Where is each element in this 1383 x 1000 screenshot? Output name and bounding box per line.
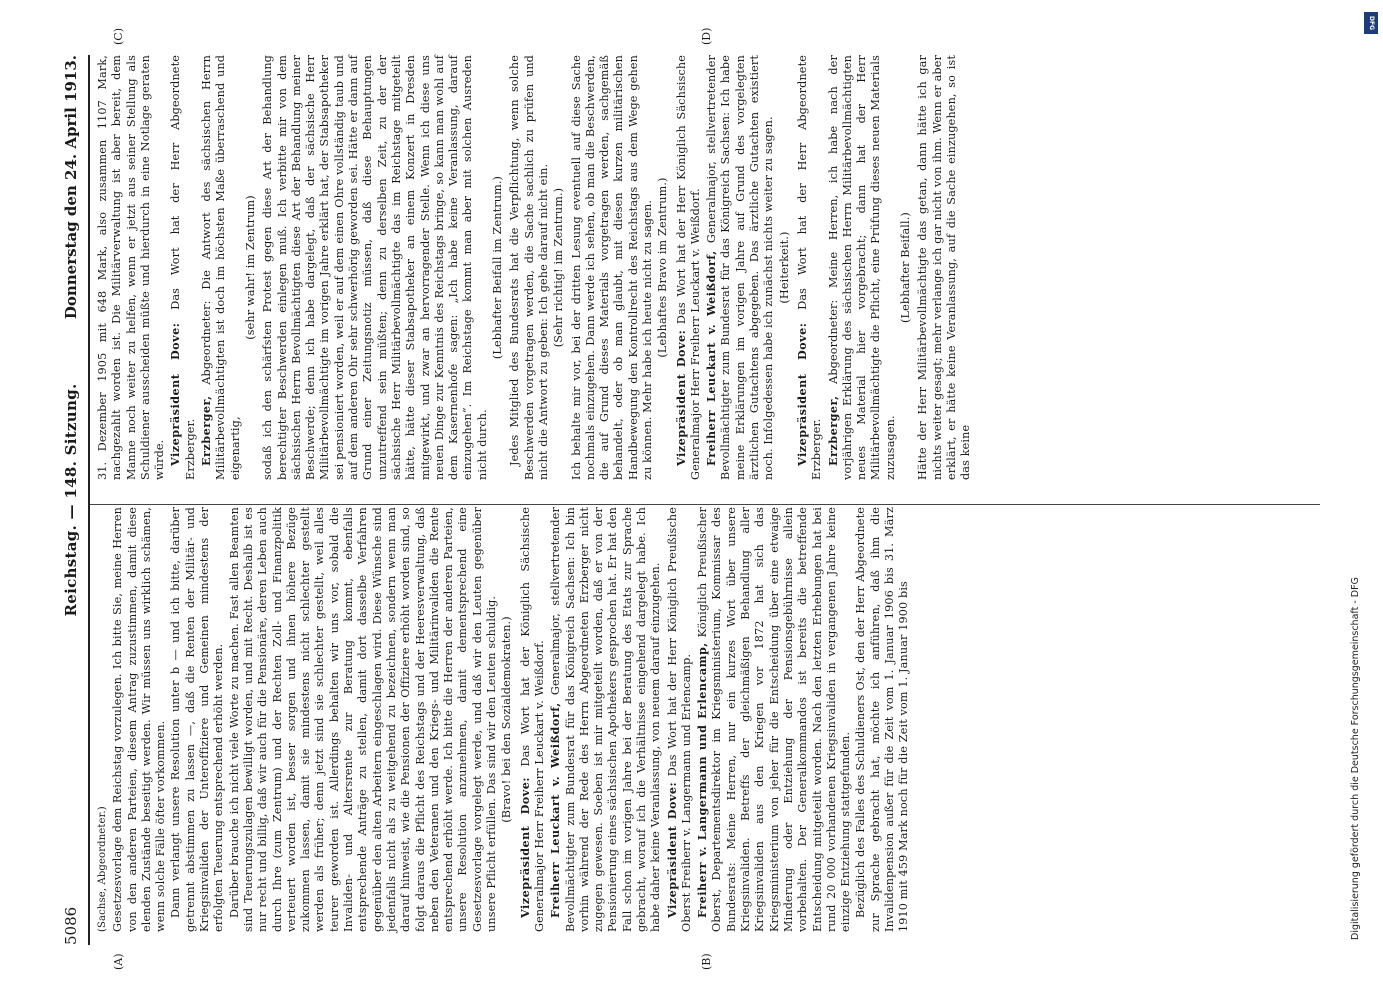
digitization-note-text: Digitalisierung gefördert durch die Deutsche Forschungsgemeinschaft - DFG [1350,577,1361,940]
interjection [778,55,792,480]
paragraph-text: Generalmajor, stellvertretender Bevollmächtigter zum Bundesrat für das Königreich Sachsen: Ich bin vorhin während der Rede des Herrn Abgeordneten Erzberger nicht zugegen gewesen. Soeben ist mir mitgeteilt worden, daß er von der Pensionierung eines sächsischen Apothekers gesprochen hat. Er hat den Fall schon im vorigen Jahre bei der Beratung des Etats zur Sprache gebracht, worauf ich die Verhältnisse eingehend dargelegt habe. Ich habe daher keine Veranlassung, von neuem darauf einzugehen. [549,507,663,932]
interjection [552,55,566,480]
paragraph-text: (Sachse, Abgeordneter.) [97,806,108,932]
interjection [500,507,514,932]
speaker-name: Vizepräsident Dove: [673,329,688,466]
paragraph-text: Königlich Preußischer Oberst, Departementsdirektor im Kriegsministerium, Kommissar des Bundesrats: Meine Herren, nur ein kurzes Wort über unsere Kriegsinvaliden. Betreffs der gleichmäßigen Behandlung aller Kriegsinvaliden aus den Kriegen vor 1872 hat sich das Kriegsministerium von jeher für die Entscheidung über eine etwaige Minderung oder Entziehung der Pensionsgebührnisse allein vorbehalten. Der Generalkommandos ist bereits die betreffende Entscheidung mitgeteilt worden. Nach den letzten Erhebungen hat bei rund 20 000 vorhandenen Kriegsinvaliden in vergangenen Jahre keine einzige Entziehung stattgefunden. [696,507,853,932]
interjection [899,55,913,480]
paragraph [795,55,825,480]
paragraph [674,55,704,480]
paragraph [111,507,168,932]
paragraph-text: Darüber brauche ich nicht viele Worte zu machen. Fast allen Beamten sind Teuerungszulagen bewilligt worden, und mit Recht. Deshalb ist es nur recht und billig, daß wir auch für die Pensionäre, deren Leben auch durch Ihre (zum Zentrum) und der Rechten Zoll- und Finanzpolitik verteuert worden ist, besser sorgen und ihnen höhere Bezüge zukommen lassen, damit sie mindestens nicht schlechter gestellt werden als früher; denn jetzt sind sie schlechter gestellt, weil alles teurer geworden ist. Allerdings behalten wir uns vor, sobald die Invaliden- und Altersrente zur Beratung kommt, ebenfalls entsprechende Anträge zu stellen, damit dort dasselbe Verfahren gegenüber den alten Arbeitern eingeschlagen wird. Diese Wünsche sind jedenfalls nicht als zu weitgehend zu bezeichnen, sondern wenn man darauf hinweist, wie die Pensionen der Offiziere erhöht worden sind, so folgt daraus die Pflicht des Reichstags und der Heeresverwaltung, daß neben den Veteranen und den Kriegs- und Militärinvaliden die Rente entsprechend erhöht werde. Ich bitte die Herren der anderen Parteien, unsere Resolution anzunehmen, damit dementsprechend eine Gesetzesvorlage vorgelegt werde, und daß wir den Leuten gegenüber unsere Pflicht erfüllen. Das sind wir den Leuten schuldig. [227,507,499,932]
paragraph [228,507,500,932]
margin-marker-c: (C) [112,28,125,45]
paragraph-text: (Lebhaftes Bravo im Zentrum.) [656,177,670,358]
paragraph-text: Das Wort hat der Herr Königlich Sächsische Generalmajor Herr Freiherr Leuckart v. Weißdorf. [674,55,702,480]
paragraph [261,55,490,480]
paragraph [169,507,226,932]
digitization-note [1350,40,1370,940]
paragraph [665,507,695,932]
speaker-name: Vizepräsident Dove: [794,322,809,466]
paragraph-text: (Sehr richtig! im Zentrum.) [552,187,566,348]
paragraph-text: (sehr wahr! im Zentrum) [243,195,257,340]
speaker-name: Freiherr v. Langermann und Erlencamp, [695,642,710,918]
paragraph-text: Das Wort hat der Königlich Sächsische Generalmajor Herr Freiherr Leuckart v. Weißdorf. [518,507,546,932]
header-rule [88,55,90,945]
paragraph-text: Dann verlangt unsere Resolution unter b — und ich bitte, darüber getrennt abstimmen zu lassen —, daß die Renten der Militär- und Kriegsinvaliden der Unteroffiziere und Gemeinen mindestens der erfolgten Teuerung entsprechend erhöht werden. [169,507,226,932]
page-header [58,55,84,945]
paragraph-text: Das Wort hat der Herr Königlich Preußische Oberst Freiherr v. Langermann und Erlencamp. [665,507,693,932]
left-column [96,507,913,932]
paragraph-text: Das Wort hat der Herr Abgeordnete Erzberger. [795,55,824,480]
interjection [656,55,670,480]
speaker-name: Erzberger, [825,395,840,466]
paragraph [704,55,776,480]
paragraph-text: Bezüglich des Falles des Schuldieners Ost, den der Herr Abgeordnete zur Sprache gebracht hat, möchte ich anführen, daß ihm die Invalidenpension außer für die Zeit vom 1. Januar 1906 bis 31. März 1910 mit 459 Mark noch für die Zeit vom 1. Januar 1900 bis [854,507,911,932]
margin-marker-d: (D) [700,27,713,45]
paragraph-text: Abgeordneter: Die Antwort des sächsischen Herrn Militärbevollmächtigten ist doch im höchsten Maße überraschend und eigenartig, [200,55,242,480]
paragraph [548,507,663,932]
session-date: Donnerstag den 24. April 1913. [62,55,80,320]
paragraph [854,507,911,932]
paragraph-text: Ich behalte mir vor, bei der dritten Lesung eventuell auf diese Sache nochmals einzugehen. Dann werde ich sehen, ob man die Beschwerden, die auf Grund dieses Materials vorgetragen werden, sachgemäß behandelt, oder ob man glaubt, mit diesen kurzen militärischen Handbewegung den Kontrollrecht des Reichstags aus dem Wege gehen zu können. Mehr habe ich heute nicht zu sagen. [569,55,654,480]
paragraph-text: (Lebhafter Beifall im Zentrum.) [491,175,505,360]
page-title: Reichstag. — 148. Sitzung. [62,383,80,617]
paragraph-text: (Bravo! bei den Sozialdemokraten.) [500,616,514,823]
column-divider [90,504,1320,505]
interjection [491,55,505,480]
paragraph-text: Generalmajor, stellvertretender Bevollmächtigter zum Bundesrat für das Königreich Sachsen: Ich habe meine Erklärungen im vorigen Jahre auf Grund des vorgelegten ärztlichen Gutachtens abgegeben. Das ärztliche Gutachten existiert noch. Infolgedessen habe ich zunächst nichts weiter zu sagen. [705,55,776,480]
paragraph [916,55,973,480]
speaker-name: Vizepräsident Dove: [168,322,183,466]
margin-marker-b: (B) [700,953,713,970]
paragraph-text: Gesetzesvorlage dem Reichstag vorzulegen. Ich bitte Sie, meine Herren von den anderen Parteien, diesem Antrag zuzustimmen, damit diese elenden Zustände beseitigt werden. Wir müssen uns wirklich schämen, wenn solche Fälle öfter vorkommen. [111,507,168,932]
speaker-name: Freiherr Leuckart v. Weißdorf, [548,702,563,918]
paragraph-text: (Heiterkeit.) [777,231,791,304]
speaker-name: Vizepräsident Dove: [664,781,679,918]
paragraph [168,55,198,480]
paragraph-text: 31. Dezember 1905 mit 648 Mark, also zusammen 1107 Mark, nachgezahlt worden ist. Die Militärverwaltung ist aber bereit, dem Manne noch weiter zu helfen, wenn er jetzt aus seiner Stellung als Schuldiener ausscheiden müßte und hierdurch in eine Notlage geraten würde. [96,55,167,480]
paragraph-text: Das Wort hat der Herr Abgeordnete Erzberger. [169,55,197,480]
paragraph [695,507,853,932]
paragraph-text: sodaß ich den schärfsten Protest gegen diese Art der Behandlung berechtigter Beschwerden einlegen muß. Ich verbitte mir von dem sächsischen Herrn Bevollmächtigten diese Art der Behandlung meiner Beschwerde; denn ich habe dargelegt, daß der sächsische Herr Militärbevollmächtigte im vorigen Jahre erklärt hat, der Stabsapotheker sei pensioniert worden, weil er auf dem einen Ohre vollständig taub und auf dem anderen Ohr sehr schwerhörig geworden sei. Hätte er dann auf Grund einer Zeitungsnotiz müssen, daß diese Behauptungen unzutreffend sein müßten; denn zu derselben Zeit, zu der der sächsische Herr Militärbevollmächtigte das im Reichstage mitgeteilt hätte, hätte dieser Stabsapotheker an einem Konzert in Dresden mitgewirkt, und zwar an hervorragender Stelle. Wenn ich diese uns neuen Dinge zur Kenntnis des Reichstags bringe, so kann man wohl auf dem Kasernenhofe sagen: „Ich habe keine Veranlassung, darauf einzugehen“. Im Reichstage kommt man aber mit solchen Ausreden nicht durch. [261,55,489,480]
speaker-name: Freiherr Leuckart v. Weißdorf, [704,250,719,466]
paragraph [199,55,243,480]
dfg-logo: DFG [1364,12,1378,34]
paragraph-text: (Lebhafter Beifall.) [899,212,913,323]
paragraph-text: Hätte der Herr Militärbevollmächtigte das getan, dann hätte ich gar nichts weiter gesagt; mehr verlange ich gar nicht von ihm. Wenn er aber erklärt, er hätte keine Veranlassung, auf die Sache einzugehen, so ist das keine [916,55,973,480]
page-number: 5086 [62,906,80,945]
paragraph [96,507,110,932]
speaker-name: Vizepräsident Dove: [517,776,532,918]
paragraph [508,55,551,480]
margin-marker-a: (A) [112,953,125,970]
paragraph [518,507,548,932]
paragraph [826,55,898,480]
right-column [96,55,975,480]
paragraph-text: Abgeordneter: Meine Herren, ich habe nach der vorjährigen Erklärung des sächsischen Herrn Militärbevollmächtigten neues Material hier vorgebracht; dann hat der Herr Militärbevollmächtigte die Pflicht, eine Prüfung dieses neuen Materials zuzusagen. [826,55,897,480]
speaker-name: Erzberger, [199,395,214,466]
paragraph [96,55,167,480]
paragraph-text: Jedes Mitglied des Bundesrats hat die Verpflichtung, wenn solche Beschwerden vorgetragen werden, die Sache sachlich zu prüfen und nicht die Antwort zu geben: Ich gehe darauf nicht ein. [508,55,550,480]
paragraph [570,55,656,480]
interjection [244,55,258,480]
